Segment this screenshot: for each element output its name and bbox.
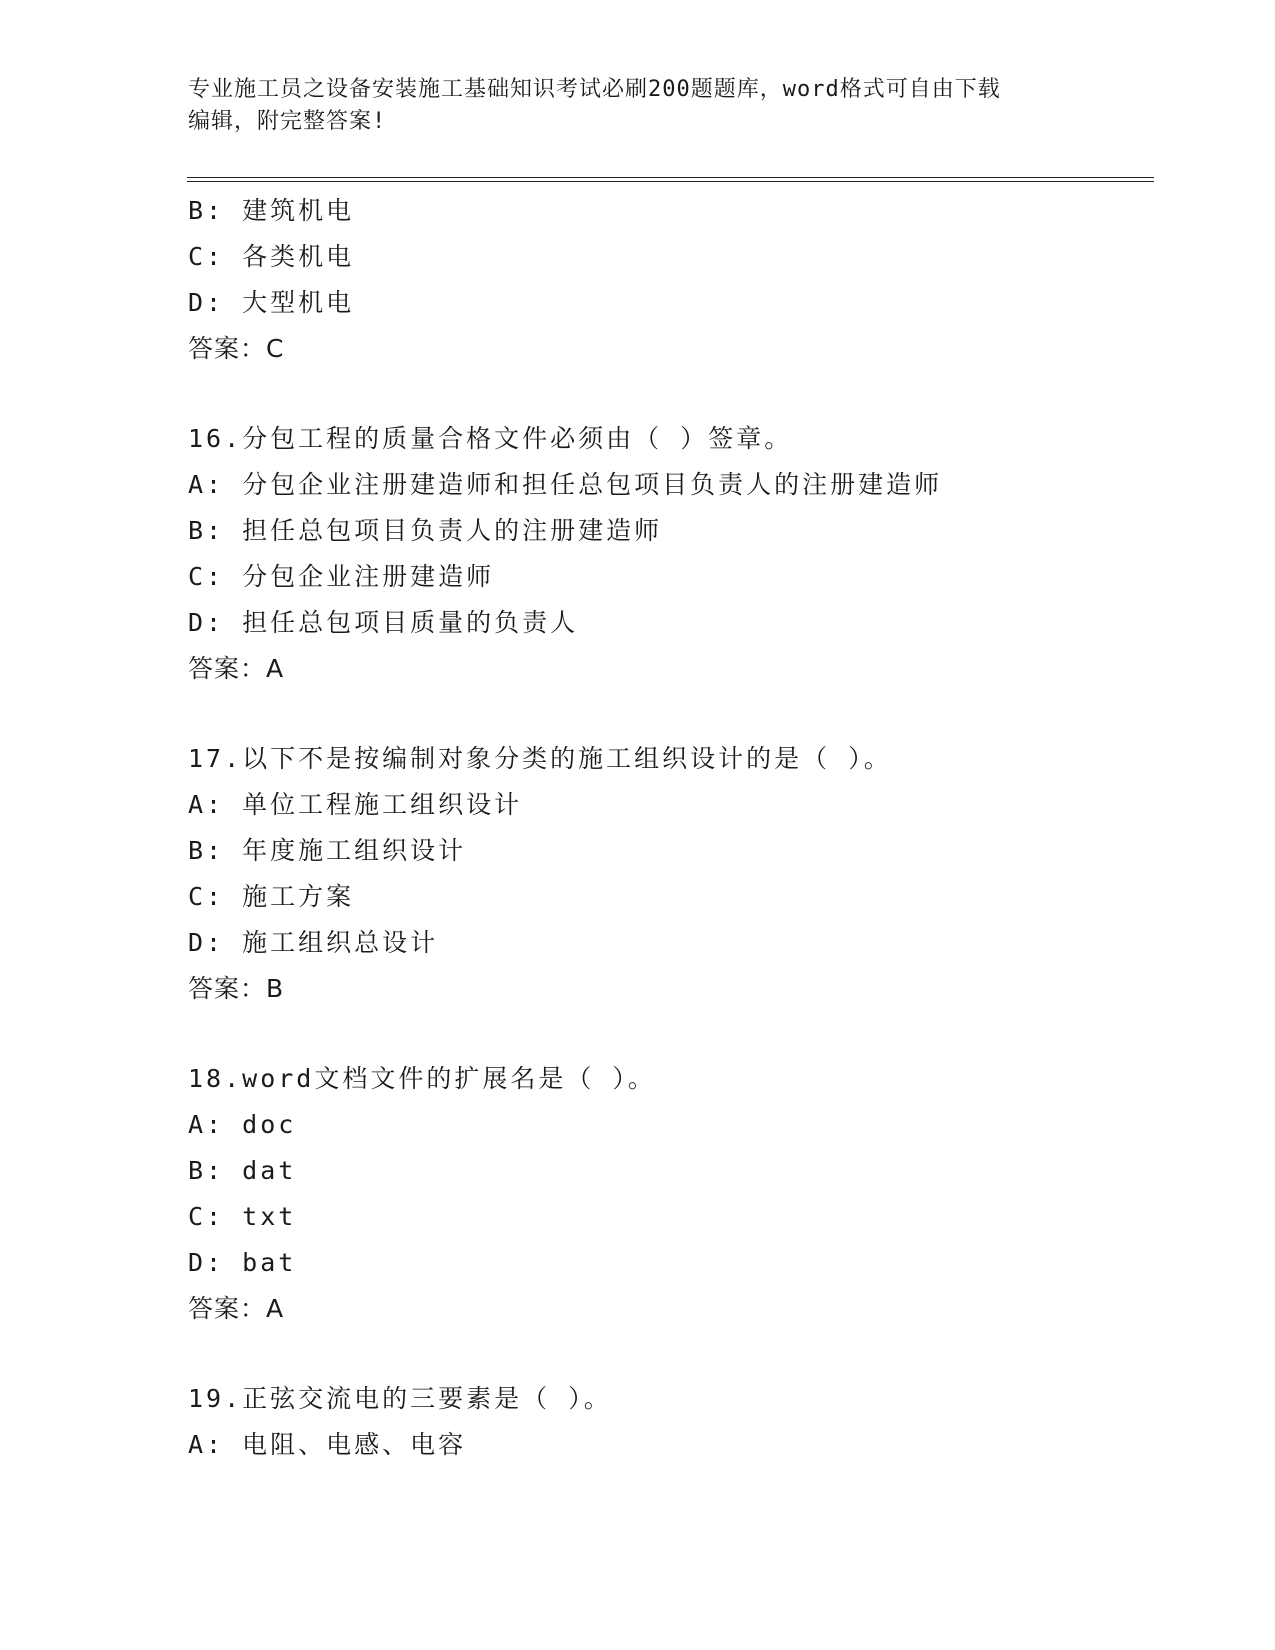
option-b: B: 建筑机电	[188, 196, 355, 225]
document-body	[188, 188, 1148, 1468]
answer-line: 答案：A	[188, 654, 285, 683]
question-stem: 18.word文档文件的扩展名是（ ）。	[188, 1064, 656, 1093]
option-b: B: dat	[188, 1156, 297, 1185]
header-title-line-2: 编辑，附完整答案!	[188, 109, 387, 134]
option-c: C: txt	[188, 1202, 297, 1231]
spacer	[188, 692, 1148, 736]
option-a: A: doc	[188, 1110, 297, 1139]
question-17	[188, 736, 1148, 1012]
question-16	[188, 416, 1148, 692]
option-a: A: 电阻、电感、电容	[188, 1430, 467, 1459]
question-stem: 16.分包工程的质量合格文件必须由（ ）签章。	[188, 424, 793, 453]
question-15-continued	[188, 188, 1148, 372]
question-19	[188, 1376, 1148, 1468]
answer-line: 答案：A	[188, 1294, 285, 1323]
option-d: D: 大型机电	[188, 288, 355, 317]
question-18	[188, 1056, 1148, 1332]
option-d: D: 担任总包项目质量的负责人	[188, 608, 579, 637]
answer-line: 答案：B	[188, 974, 285, 1003]
option-c: C: 各类机电	[188, 242, 355, 271]
spacer	[188, 1332, 1148, 1376]
header-title-line-1: 专业施工员之设备安装施工基础知识考试必刷200题题库，word格式可自由下载	[188, 77, 1001, 102]
spacer	[188, 372, 1148, 416]
question-stem: 17.以下不是按编制对象分类的施工组织设计的是（ ）。	[188, 744, 892, 773]
option-b: B: 年度施工组织设计	[188, 836, 467, 865]
page-header	[188, 74, 1068, 138]
option-b: B: 担任总包项目负责人的注册建造师	[188, 516, 663, 545]
option-d: D: 施工组织总设计	[188, 928, 439, 957]
option-c: C: 施工方案	[188, 882, 355, 911]
option-a: A: 分包企业注册建造师和担任总包项目负责人的注册建造师	[188, 470, 943, 499]
option-d: D: bat	[188, 1248, 297, 1277]
spacer	[188, 1012, 1148, 1056]
option-c: C: 分包企业注册建造师	[188, 562, 495, 591]
header-divider	[187, 177, 1154, 182]
question-stem: 19.正弦交流电的三要素是（ ）。	[188, 1384, 612, 1413]
answer-line: 答案：C	[188, 334, 285, 363]
option-a: A: 单位工程施工组织设计	[188, 790, 523, 819]
